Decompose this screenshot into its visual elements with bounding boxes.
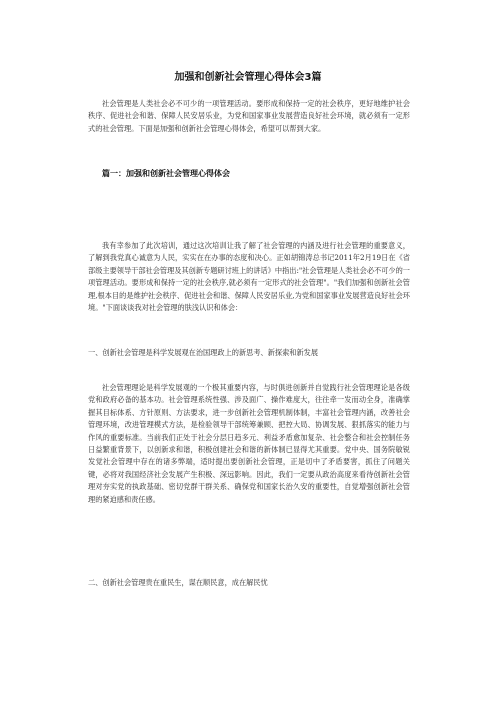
body-paragraph-2: 社会管理理论是科学发展观的一个极其重要内容，与时俱进创新并自觉践行社会管理理论是各级党和政府必备的基本功。社会管理系统性强、涉及面广、操作难度大，往往牵一发而动全身，准确掌握其目标体系、方针原则、方法要求，进一步创新社会管理机制体制，丰富社会管理内涵，改善社会管理环境，改进管理模式方法，是检验领导干部统筹兼顾、把控大局、协调发展、狠抓落实的能力与作风的重要标准。当前我们正处于社会分层日趋多元、利益矛盾愈加复杂、社会整合和社会控制任务日益繁重背景下，以创新求和谐，积极创建社会和谐的新体制已显得尤其重要。党中央、国务院敏锐发觉社会管理中存在的诸多弊端，适时提出要创新社会管理，正是切中了矛盾要害，抓住了问题关键，必将对我国经济社会发展产生积极、深远影响。因此，我们一定要从政治高度来看待创新社会管理对夯实党的执政基础、密切党群干群关系、确保党和国家长治久安的重要性，自觉增强创新社会管理的紧迫感和责任感。 (88, 383, 410, 504)
document-title: 加强和创新社会管理心得体会3篇 (174, 72, 322, 83)
intro-paragraph: 社会管理是人类社会必不可少的一项管理活动。要形成和保持一定的社会秩序，更好地维护社会秩序、促进社会和谐、保障人民安居乐业，为党和国家事业发展营造良好社会环境，就必须有一定形式的社会管理。下面是加强和创新社会管理心得体会，希望可以帮到大家。 (88, 99, 410, 133)
section-2-heading: 二、创新社会管理贵在重民生，谋在顺民意，成在解民忧 (88, 578, 268, 587)
section-1-heading: 一、创新社会管理是科学发展观在治国理政上的新思考、新探索和新发展 (88, 348, 319, 357)
article-heading: 篇一：加强和创新社会管理心得体会 (102, 169, 230, 178)
body-paragraph-1: 我有幸参加了此次培训，通过这次培训让我了解了社会管理的内涵及进行社会管理的重要意义，了解到我党真心诚意为人民，实实在在办事的态度和决心。正如胡锦涛总书记2011年2月19日在《省部级主要领导干部社会管理及其创新专题研讨班上的讲话》中指出:"社会管理是人类社会必不可少的一项管理活动。要形成和保持一定的社会秩序,就必须有一定形式的社会管理"。"我们加强和创新社会管理,根本目的是维护社会秩序、促进社会和谐、保障人民安居乐业,为党和国家事业发展营造良好社会环境。"下面谈谈我对社会管理的肤浅认识和体会： (88, 241, 410, 313)
